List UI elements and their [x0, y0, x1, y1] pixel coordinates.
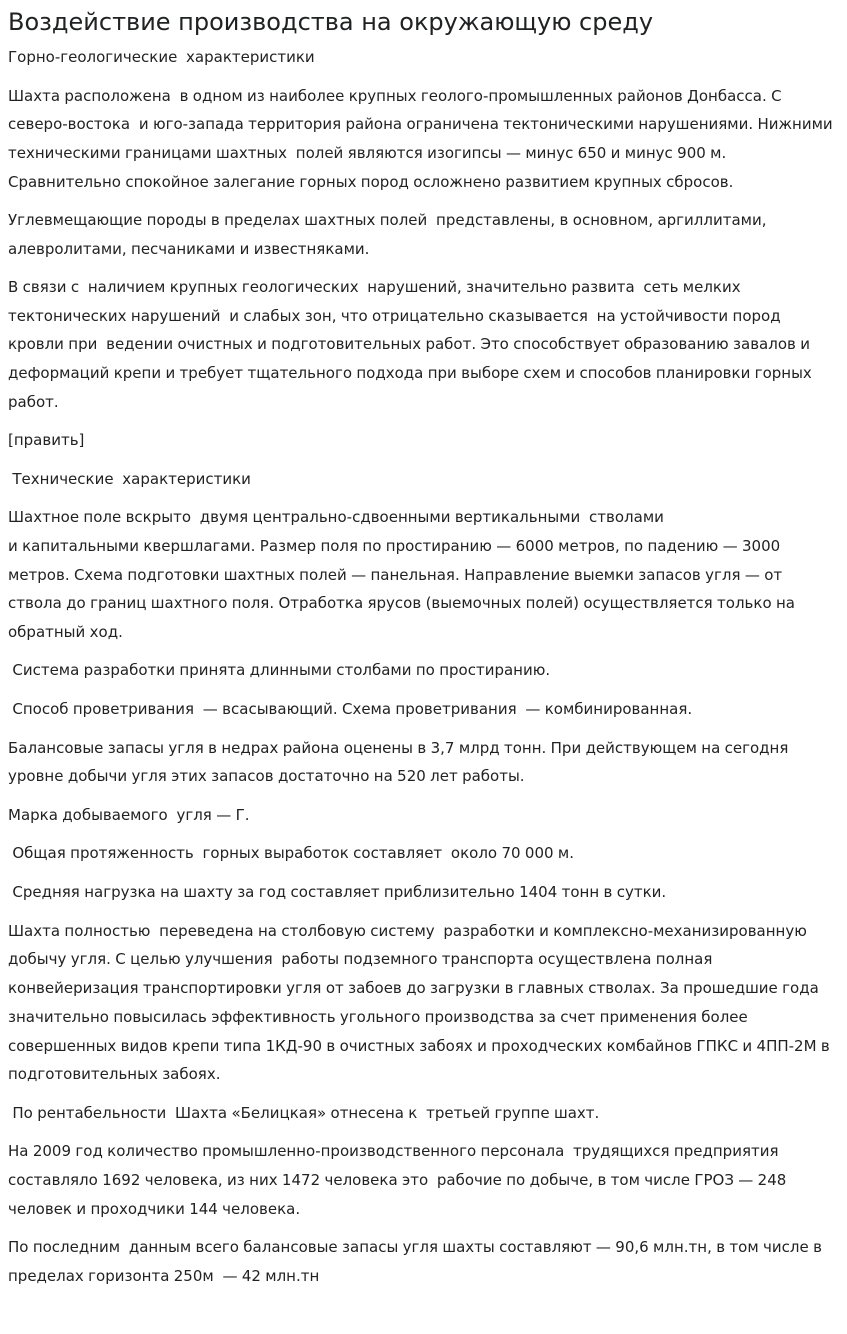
tech-paragraph-8: Шахта полностью переведена на столбовую систему разработки и комплексно-механизированную добычу угля. С целью улучшения работы подземного транспорта осуществлена полная конвейеризация транспортировки угля от забоев до загрузки в главных стволах. За прошедшие года значительно повысилась эффективность угольного производства за счет применения более совершенных видов крепи типа 1КД-90 в очистных забоях и проходческих комбайнов ГПКС и 4ПП-2М в подготовительных забоях.	[8, 921, 835, 1084]
tech-paragraph-11: По последним данным всего балансовые запасы угля шахты составляют — 90,6 млн.тн, в том числе в пределах горизонта 250м — 42 млн.тн	[8, 1237, 827, 1285]
tech-paragraph-3: Способ проветривания — всасывающий. Схема проветривания — комбинированная.	[8, 700, 693, 719]
tech-paragraph-6: Общая протяженность горных выработок составляет около 70 000 м.	[8, 844, 574, 863]
tech-paragraph-5: Марка добываемого угля — Г.	[8, 805, 250, 824]
edit-link[interactable]: [править]	[8, 430, 85, 449]
tech-paragraph-1: Шахтное поле вскрыто двумя центрально-сдвоенными вертикальными стволами и капитальными квершлагами. Размер поля по простиранию — 6000 метров, по падению — 3000 метров. Схема подготовки шахтных полей — панельная. Направление выемки запасов угля — от ствола до границ шахтного поля. Отработка ярусов (выемочных полей) осуществляется только на обратный ход.	[8, 508, 795, 642]
tech-paragraph-2: Система разработки принята длинными столбами по простиранию.	[8, 661, 551, 680]
tech-paragraph-7: Средняя нагрузка на шахту за год составляет приблизительно 1404 тонн в сутки.	[8, 883, 667, 902]
geo-paragraph-3: В связи с наличием крупных геологических нарушений, значительно развита сеть мелких тектонических нарушений и слабых зон, что отрицательно сказывается на устойчивости пород кровли при ведении очистных и подготовительных работ. Это способствует образованию завалов и деформаций крепи и требует тщательного подхода при выборе схем и способов планировки горных работ.	[8, 277, 817, 411]
geo-paragraph-1: Шахта расположена в одном из наиболее крупных геолого-промышленных районов Донбасса. С северо-востока и юго-запада территория района ограничена тектоническими нарушениями. Нижними техническими границами шахтных полей являются изогипсы — минус 650 и минус 900 м. Сравнительно спокойное залегание горных пород осложнено развитием крупных сбросов.	[8, 86, 842, 191]
tech-paragraph-9: По рентабельности Шахта «Белицкая» отнесена к третьей группе шахт.	[8, 1103, 600, 1122]
tech-paragraph-10: На 2009 год количество промышленно-производственного персонала трудящихся предприятия составляло 1692 человека, из них 1472 человека это рабочие по добыче, в том числе ГРОЗ — 248 человек и проходчики 144 человека.	[8, 1142, 791, 1218]
page-title: Воздействие производства на окружающую среду	[8, 8, 654, 36]
tech-section-heading: Технические характеристики	[8, 469, 251, 488]
geo-paragraph-2: Углевмещающие породы в пределах шахтных полей представлены, в основном, аргиллитами, алевролитами, песчаниками и известняками.	[8, 211, 771, 258]
edit-section	[8, 426, 839, 455]
tech-paragraph-4: Балансовые запасы угля в недрах района оценены в 3,7 млрд тонн. При действующем на сегодня уровне добычи угля этих запасов достаточно на 520 лет работы.	[8, 738, 798, 786]
geo-section-heading: Горно-геологические характеристики	[8, 48, 315, 66]
